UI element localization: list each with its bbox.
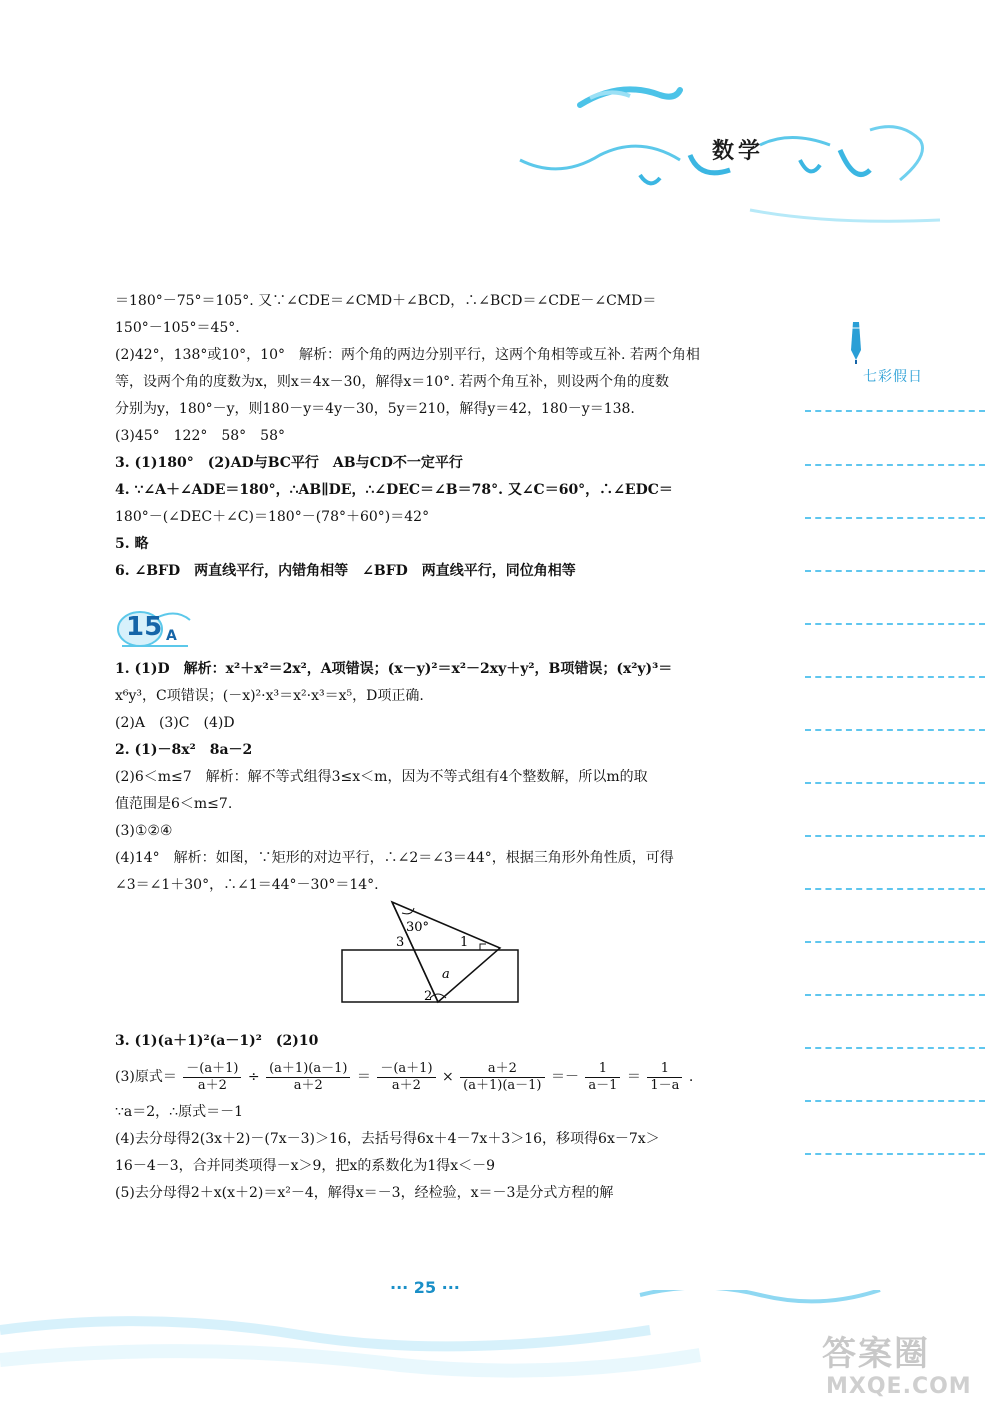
operator: ÷ bbox=[247, 1069, 260, 1085]
answer-line: (2)A (3)C (4)D bbox=[115, 715, 235, 731]
note-line bbox=[805, 1047, 985, 1049]
note-line bbox=[805, 623, 985, 625]
operator: ＝ bbox=[626, 1069, 641, 1085]
note-line bbox=[805, 676, 985, 678]
fraction: $\frac{a+2}{(a+1)(a-1)}$ bbox=[460, 1061, 544, 1094]
fraction: $\frac{(a+1)(a-1)}{a+2}$ bbox=[266, 1061, 350, 1094]
pen-icon bbox=[845, 320, 875, 364]
section-number: 15 bbox=[126, 612, 163, 642]
answer-line: (2)6＜m≤7 解析：解不等式组得3≤x＜m，因为不等式组有4个整数解，所以m的取 bbox=[115, 769, 648, 785]
angle-label-30: 30° bbox=[406, 920, 430, 935]
formula-prefix: (3)原式＝ bbox=[115, 1069, 177, 1085]
answer-line: ∠3＝∠1＋30°，∴∠1＝44°－30°＝14°. bbox=[115, 877, 379, 893]
answer-line: 180°－(∠DEC＋∠C)＝180°－(78°＋60°)＝42° bbox=[115, 509, 430, 525]
answer-line: ∵a＝2，∴原式＝－1 bbox=[115, 1104, 243, 1120]
operator: ＝ bbox=[356, 1069, 371, 1085]
note-line bbox=[805, 729, 985, 731]
note-line bbox=[805, 782, 985, 784]
operator: × bbox=[441, 1069, 454, 1085]
note-line bbox=[805, 994, 985, 996]
watermark-url: MXQE.COM bbox=[826, 1374, 972, 1399]
watermark-text: 答案圈 bbox=[822, 1334, 930, 1374]
page-number: ··· 25 ··· bbox=[390, 1278, 460, 1297]
note-line bbox=[805, 464, 985, 466]
formula-suffix: . bbox=[688, 1069, 694, 1085]
note-line bbox=[805, 835, 985, 837]
answer-line: (4)14° 解析：如图，∵矩形的对边平行，∴∠2＝∠3＝44°，根据三角形外角性质，可得 bbox=[115, 850, 674, 866]
answer-line: 2. (1)－8x² 8a－2 bbox=[115, 742, 253, 758]
fraction: $\frac{1}{1-a}$ bbox=[647, 1061, 682, 1094]
answers-top bbox=[115, 288, 755, 585]
fraction: $\frac{-(a+1)}{a+2}$ bbox=[377, 1061, 435, 1094]
answer-line: 等，设两个角的度数为x，则x＝4x－30，解得x＝10°. 若两个角互补，则设两个角的度数 bbox=[115, 374, 670, 390]
answers-lower bbox=[115, 1028, 755, 1207]
note-line bbox=[805, 1153, 985, 1155]
note-line bbox=[805, 570, 985, 572]
angle-label-1: 1 bbox=[460, 935, 469, 950]
answer-line: (3)45° 122° 58° 58° bbox=[115, 428, 285, 444]
note-line bbox=[805, 941, 985, 943]
fraction: $\frac{1}{a-1}$ bbox=[585, 1061, 620, 1094]
line-label-a: a bbox=[442, 967, 450, 982]
answer-line: 值范围是6＜m≤7. bbox=[115, 796, 233, 812]
angle-label-2: 2 bbox=[424, 989, 433, 1004]
answer-line: 3. (1)(a＋1)²(a－1)² (2)10 bbox=[115, 1033, 319, 1049]
sidebar-label: 七彩假日 bbox=[863, 369, 923, 385]
geometry-figure bbox=[340, 898, 520, 1006]
answer-line: ＝180°－75°＝105°. 又∵∠CDE＝∠CMD＋∠BCD，∴∠BCD＝∠CDE－∠CMD＝ bbox=[115, 293, 657, 309]
subject-title: 数学 bbox=[712, 139, 765, 164]
answer-line: 4. ∵∠A＋∠ADE＝180°，∴AB∥DE，∴∠DEC＝∠B＝78°. 又∠C＝60°，∴∠EDC＝ bbox=[115, 482, 673, 498]
answer-line: 3. (1)180° (2)AD与BC平行 AB与CD不一定平行 bbox=[115, 455, 463, 471]
triangle bbox=[392, 902, 500, 1002]
answers-middle bbox=[115, 656, 755, 899]
note-line bbox=[805, 517, 985, 519]
note-line bbox=[805, 410, 985, 412]
section-letter: A bbox=[166, 628, 177, 644]
note-line bbox=[805, 888, 985, 890]
answer-line: (3)①②④ bbox=[115, 823, 173, 839]
answer-line: (5)去分母得2＋x(x＋2)＝x²－4，解得x＝－3，经检验，x＝－3是分式方程的解 bbox=[115, 1185, 614, 1201]
operator: ＝－ bbox=[550, 1069, 579, 1085]
note-line bbox=[805, 1100, 985, 1102]
answer-line: 分别为y，180°－y，则180－y＝4y－30，5y＝210，解得y＝42，180－y＝138. bbox=[115, 401, 635, 417]
answer-line: 1. (1)D 解析：x²＋x²＝2x²，A项错误；(x－y)²＝x²－2xy＋y²，B项错误；(x²y)³＝ bbox=[115, 661, 673, 677]
answer-line: (2)42°，138°或10°，10° 解析：两个角的两边分别平行，这两个角相等或互补. 若两个角相 bbox=[115, 347, 700, 363]
answer-line: 150°－105°＝45°. bbox=[115, 320, 240, 336]
answer-line: 16－4－3，合并同类项得－x＞9，把x的系数化为1得x＜－9 bbox=[115, 1158, 496, 1174]
answer-line: x⁶y³，C项错误；(－x)²·x³＝x²·x³＝x⁵，D项正确. bbox=[115, 688, 424, 704]
answer-line: 6. ∠BFD 两直线平行，内错角相等 ∠BFD 两直线平行，同位角相等 bbox=[115, 563, 576, 579]
angle-label-3: 3 bbox=[396, 935, 405, 950]
fraction: $\frac{-(a+1)}{a+2}$ bbox=[183, 1061, 241, 1094]
answer-line: 5. 略 bbox=[115, 536, 149, 552]
answer-line: (4)去分母得2(3x＋2)－(7x－3)＞16，去括号得6x＋4－7x＋3＞16，移项得6x－7x＞ bbox=[115, 1131, 660, 1147]
formula-line bbox=[115, 1055, 755, 1099]
